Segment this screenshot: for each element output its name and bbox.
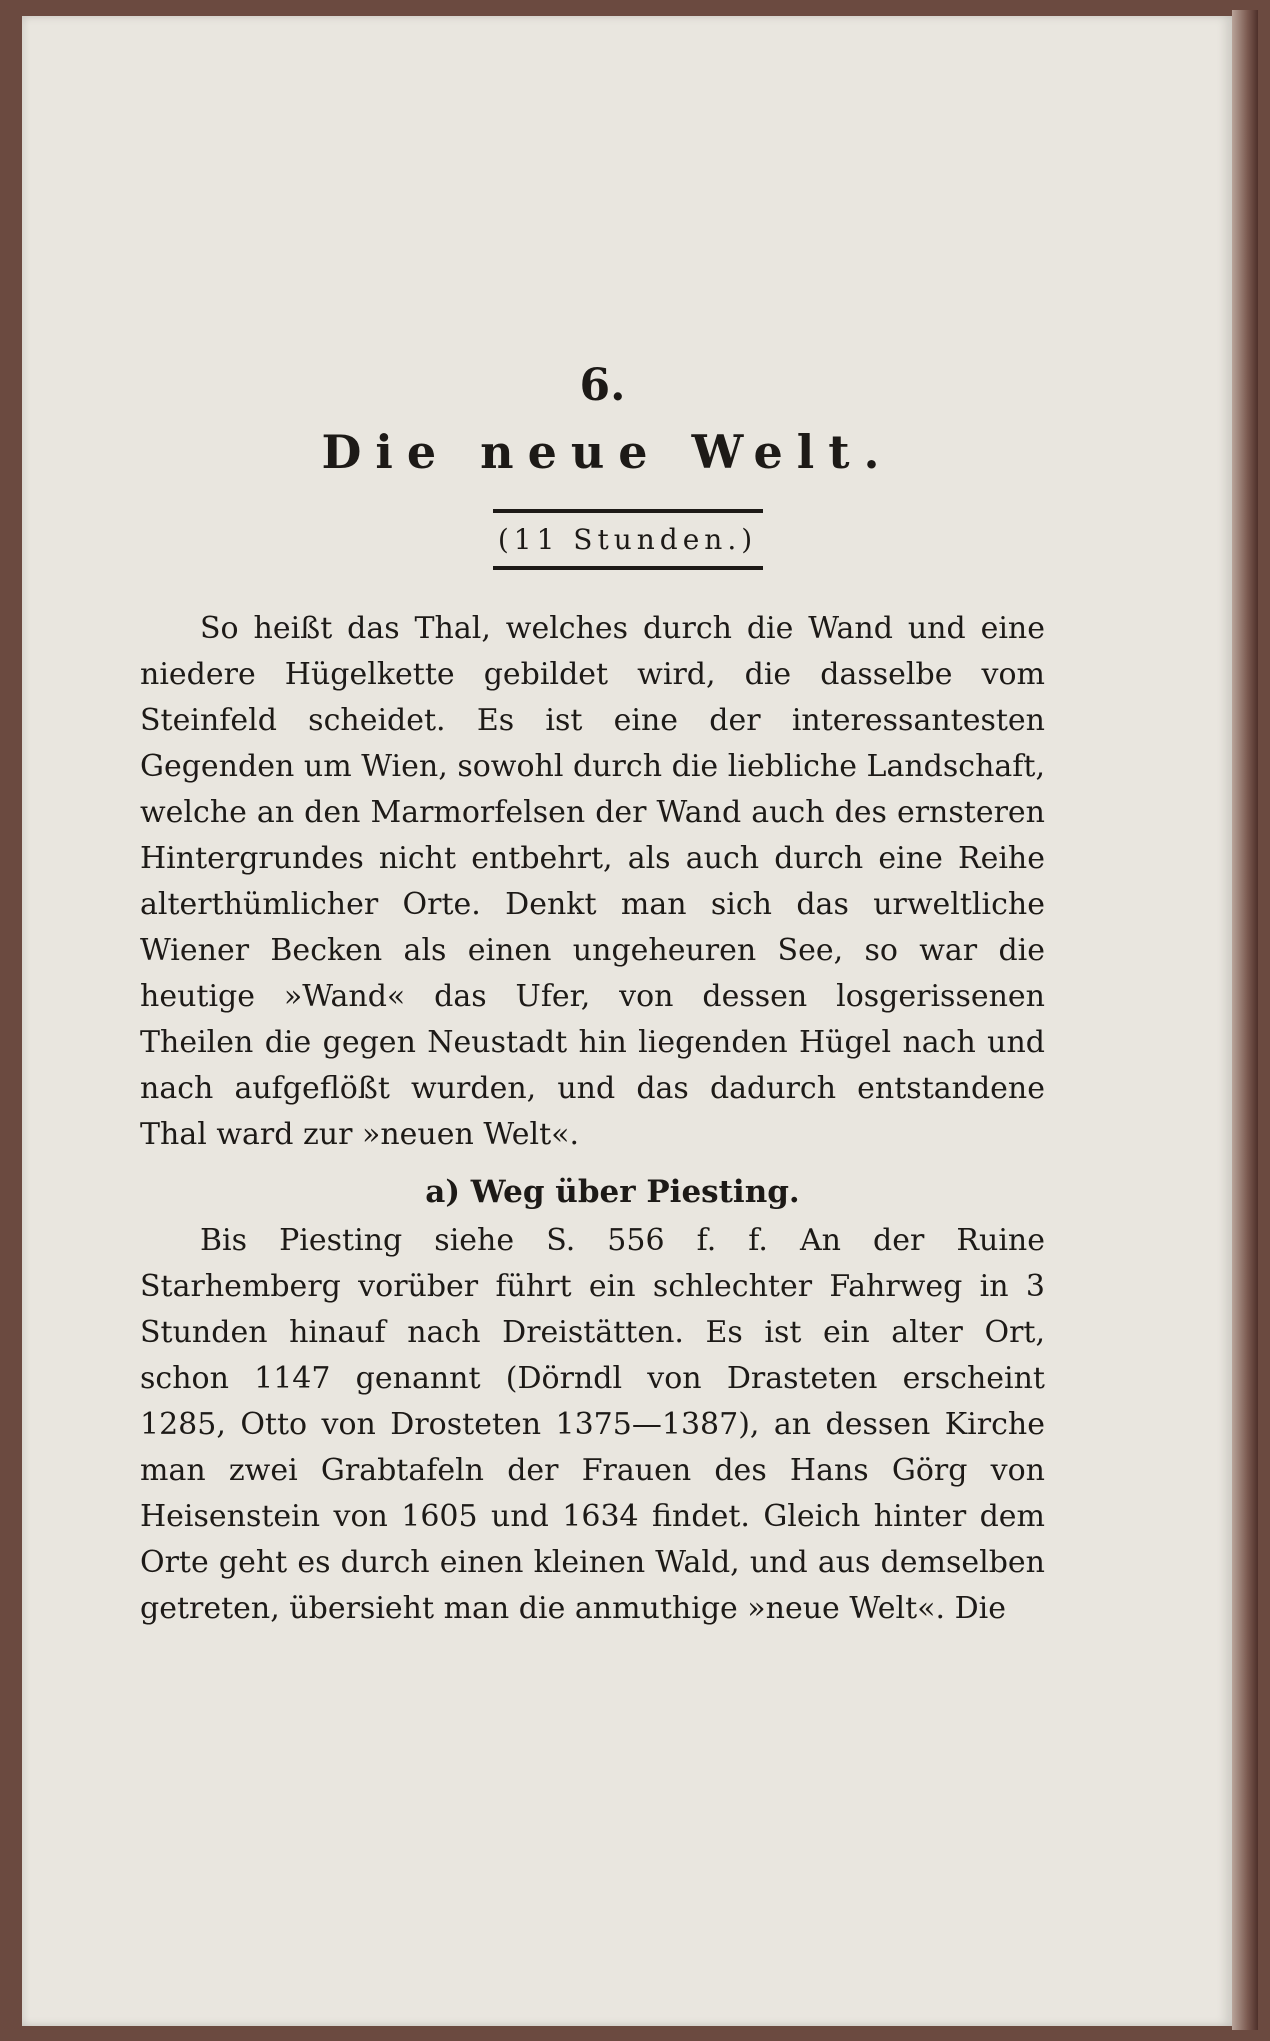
duration-label: (11 Stunden.) [497,523,758,556]
duration-box [493,509,763,570]
bottom-rule [493,566,763,570]
route-paragraph: Bis Piesting siehe S. 556 f. f. An der Ruine Starhemberg vorüber führt ein schlechter Fahrweg in 3 Stunden hinauf nach Dreistätten. Es ist ein alter Ort, schon 1147 genannt (Dörndl von Drasteten erscheint 1285, Otto von Drosteten 1375—1387), an dessen Kirche man zwei Grabtafeln der Frauen des Hans Görg von Heisenstein von 1605 und 1634 findet. Gleich hinter dem Orte geht es durch einen kleinen Wald, und aus demselben getreten, übersieht man die anmuthige »neue Welt«. Die [140,1223,1045,1626]
page-edge [1232,10,1258,2030]
section-heading: a) Weg über Piesting. [425,1174,800,1210]
intro-paragraph: So heißt das Thal, welches durch die Wand und eine niedere Hügelkette gebildet wird, die dasselbe vom Steinfeld scheidet. Es ist eine der interessantesten Gegenden um Wien, sowohl durch die liebliche Landschaft, welche an den Marmorfelsen der Wand auch des ernsteren Hintergrundes nicht entbehrt, als auch durch eine Reihe alterthümlicher Orte. Denkt man sich das urweltliche Wiener Becken als einen ungeheuren See, so war die heutige »Wand« das Ufer, von dessen losgerissenen Theilen die gegen Neustadt hin liegenden Hügel nach und nach aufgeflößt wurden, und das dadurch entstandene Thal ward zur »neuen Welt«. [140,611,1045,1152]
chapter-number: 6. [579,360,626,411]
chapter-title: Die neue Welt. [321,425,894,479]
page-content [140,360,1045,1632]
